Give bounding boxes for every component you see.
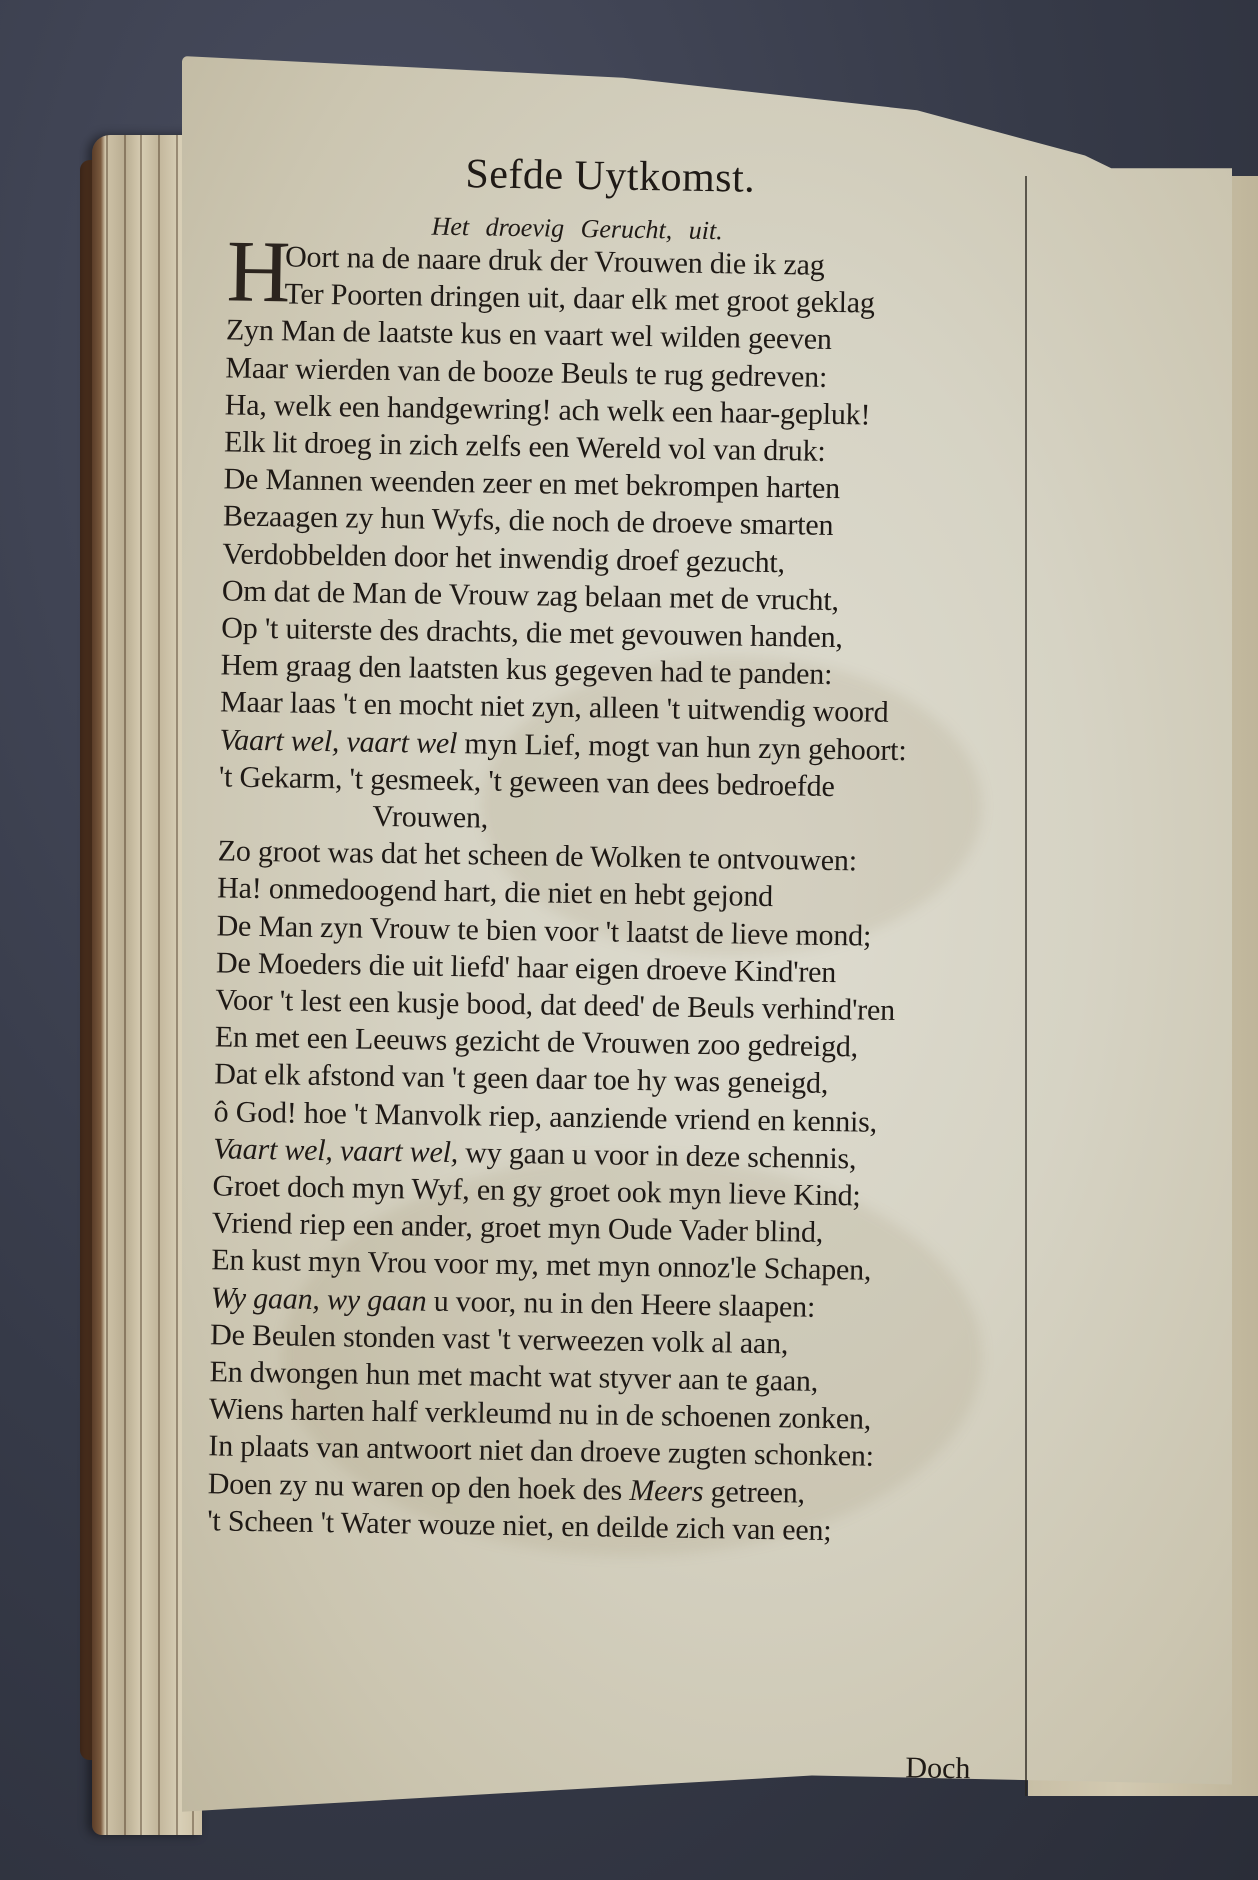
verse-line [215, 1022, 859, 1064]
verse-text: En met een Leeuws gezicht de Vrouwen zoo gedreigd, [214, 1020, 859, 1064]
verse-line [211, 1282, 816, 1323]
verse-line [207, 1505, 832, 1547]
verse-text: Zyn Man de laatste kus en vaart wel wilden geeven [225, 313, 832, 357]
verse-line [209, 1393, 872, 1435]
verse-text: De Man zyn Vrouw te bien voor 't laatst de lieve mond; [216, 908, 872, 953]
verse-line [214, 1059, 828, 1101]
verse-line [213, 1133, 857, 1175]
verse-line [208, 1468, 806, 1509]
verse-line [208, 1431, 874, 1473]
verse-italic-text: Vaart wel, vaart wel [219, 722, 458, 760]
catchword: Doch [905, 1751, 971, 1786]
verse-line [225, 389, 871, 431]
verse-text: Ha! onmedoogend hart, die niet en hebt gejond [216, 871, 774, 914]
verse-line [218, 836, 858, 878]
verse-text: Doen zy nu waren op den hoek des [207, 1466, 630, 1507]
verse-italic-text: Meers [629, 1473, 704, 1508]
verse-text: Ha, welk een handgewring! ach welk een haar-gepluk! [224, 388, 871, 432]
verse-text: Op 't uiterste des drachts, die met gevouwen handen, [221, 611, 843, 655]
verse-text: Wiens harten half verkleumd nu in de schoenen zonken, [208, 1392, 872, 1436]
verse-line [217, 873, 773, 914]
verse-text: Verdobbelden door het inwendig droef gezucht, [222, 536, 786, 579]
verse-text: Bezaagen zy hun Wyfs, die noch de droeve smarten [222, 499, 834, 543]
verse-text: 't Scheen 't Water wouze niet, en deilde zich van een; [206, 1504, 832, 1547]
verse-italic-text: Vaart wel, vaart wel, [212, 1132, 459, 1169]
verse-text: Maar wierden van de booze Beuls te rug gedreven: [225, 351, 828, 394]
page-subtitle: Het droevig Gerucht, uit. [431, 211, 723, 246]
verse-text: wy gaan u voor in deze schennis, [457, 1135, 857, 1176]
verse-text: Groet doch myn Wyf, en gy groet ook myn lieve Kind; [212, 1169, 861, 1213]
verse-text: Oort na de naare druk der Vrouwen die ik zag [284, 240, 825, 282]
verse-line [209, 1356, 818, 1398]
verse-line [224, 426, 826, 467]
verse-text: ô God! hoe 't Manvolk riep, aanziende vriend en kennis, [213, 1094, 878, 1139]
verse-line [212, 1170, 861, 1212]
verse-line [226, 315, 832, 357]
verse-line [285, 241, 825, 281]
verse-line [210, 1319, 789, 1360]
verse-line [219, 724, 906, 767]
verse-text: In plaats van antwoort niet dan droeve zugten schonken: [208, 1429, 875, 1474]
verse-text: De Moeders die uit liefd' haar eigen droeve Kind'ren [215, 946, 837, 989]
verse-line [216, 947, 837, 989]
verse-line [223, 501, 834, 543]
verse-text: getreen, [703, 1474, 806, 1510]
verse-line [211, 1245, 871, 1287]
verse-text: De Beulen stonden vast 't verweezen volk al aan, [209, 1318, 789, 1361]
verse-text: Dat elk afstond van 't geen daar toe hy was geneigd, [214, 1057, 829, 1101]
verse-line [215, 984, 895, 1027]
verse-line [219, 761, 835, 803]
verse-text: Elk lit droeg in zich zelfs een Wereld vol van druk: [223, 425, 826, 468]
verse-text: Voor 't lest een kusje bood, dat deed' de Beuls verhind'ren [215, 983, 896, 1028]
verse-text: Vrouwen, [372, 799, 489, 835]
verse-line [213, 1096, 877, 1138]
drop-cap: H [226, 223, 292, 322]
verse-text: Ter Poorten dringen uit, daar elk met groot geklag [284, 277, 875, 320]
verse-text: u voor, nu in den Heere slaapen: [426, 1284, 816, 1324]
verse-line [216, 910, 871, 952]
verse-line [223, 464, 840, 506]
verse-text: 't Gekarm, 't gesmeek, 't geween van dees bedroefde [218, 760, 835, 803]
verse-text: Hem graag den laatsten kus gegeven had te panden: [220, 648, 833, 692]
verse-line [284, 279, 875, 320]
verse-text: myn Lief, mogt van hun zyn gehoort: [456, 726, 907, 767]
verse-line [222, 538, 785, 579]
page-title: Sefde Uytkomst. [465, 151, 756, 202]
verse-line [225, 352, 827, 393]
verse-text: Maar laas 't en mocht niet zyn, alleen 't uitwendig woord [219, 685, 889, 730]
verse-text: En dwongen hun met macht wat styver aan te gaan, [209, 1355, 819, 1398]
verse-italic-text: Wy gaan, wy gaan [210, 1280, 427, 1318]
verse-line [220, 650, 832, 692]
verse-line [222, 575, 839, 617]
verse-text: En kust myn Vrou voor my, met myn onnoz'le Schapen, [211, 1243, 872, 1288]
verse-text: Vriend riep een ander, groet myn Oude Vader blind, [211, 1206, 824, 1250]
verse-line [221, 612, 843, 654]
verse-text: De Mannen weenden zeer en met bekrompen harten [223, 462, 841, 506]
verse-line [220, 687, 889, 729]
verse-text: Zo groot was dat het scheen de Wolken te ontvouwen: [217, 834, 858, 878]
verse-line [372, 801, 488, 835]
verse-line [212, 1208, 824, 1250]
verse-text: Om dat de Man de Vrouw zag belaan met de vrucht, [221, 574, 840, 617]
